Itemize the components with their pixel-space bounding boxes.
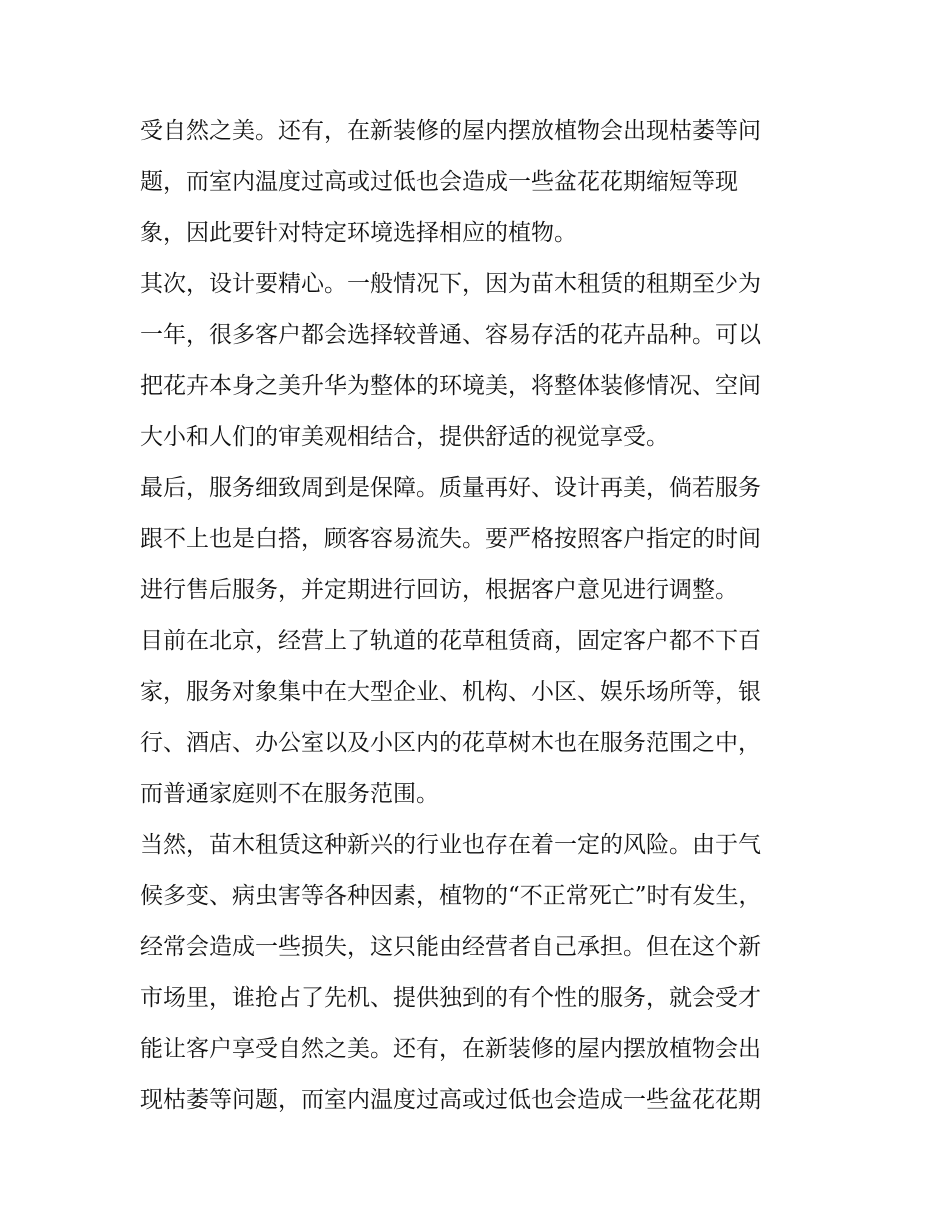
text-line: 进行售后服务，并定期进行回访，根据客户意见进行调整。 — [140, 577, 738, 603]
text-line: 而普通家庭则不在服务范围。 — [140, 781, 439, 807]
text-line: 家，服务对象集中在大型企业、机构、小区、娱乐场所等，银 — [140, 679, 761, 705]
text-line: 大小和人们的审美观相结合，提供舒适的视觉享受。 — [140, 424, 669, 450]
text-line: 经常会造成一些损失，这只能由经营者自己承担。但在这个新 — [140, 934, 761, 960]
text-line: 候多变、病虫害等各种因素，植物的“不正常死亡”时有发生， — [140, 883, 762, 909]
text-line: 象，因此要针对特定环境选择相应的植物。 — [140, 220, 577, 246]
text-line: 现枯萎等问题，而室内温度过高或过低也会造成一些盆花花期 — [140, 1087, 761, 1113]
text-line: 跟不上也是白搭，顾客容易流失。要严格按照客户指定的时间 — [140, 526, 761, 552]
text-line: 一年，很多客户都会选择较普通、容易存活的花卉品种。可以 — [140, 322, 761, 348]
text-line: 目前在北京，经营上了轨道的花草租赁商，固定客户都不下百 — [140, 628, 761, 654]
body-text — [140, 106, 820, 1126]
text-line: 把花卉本身之美升华为整体的环境美，将整体装修情况、空间 — [140, 373, 761, 399]
text-line: 最后，服务细致周到是保障。质量再好、设计再美，倘若服务 — [140, 475, 761, 501]
text-line: 行、酒店、办公室以及小区内的花草树木也在服务范围之中， — [140, 730, 761, 756]
text-line: 能让客户享受自然之美。还有，在新装修的屋内摆放植物会出 — [140, 1036, 761, 1062]
text-line: 题，而室内温度过高或过低也会造成一些盆花花期缩短等现 — [140, 169, 738, 195]
text-line: 受自然之美。还有，在新装修的屋内摆放植物会出现枯萎等问 — [140, 118, 761, 144]
text-line: 当然，苗木租赁这种新兴的行业也存在着一定的风险。由于气 — [140, 832, 761, 858]
text-line: 其次，设计要精心。一般情况下，因为苗木租赁的租期至少为 — [140, 271, 761, 297]
text-line: 市场里，谁抢占了先机、提供独到的有个性的服务，就会受才 — [140, 985, 761, 1011]
